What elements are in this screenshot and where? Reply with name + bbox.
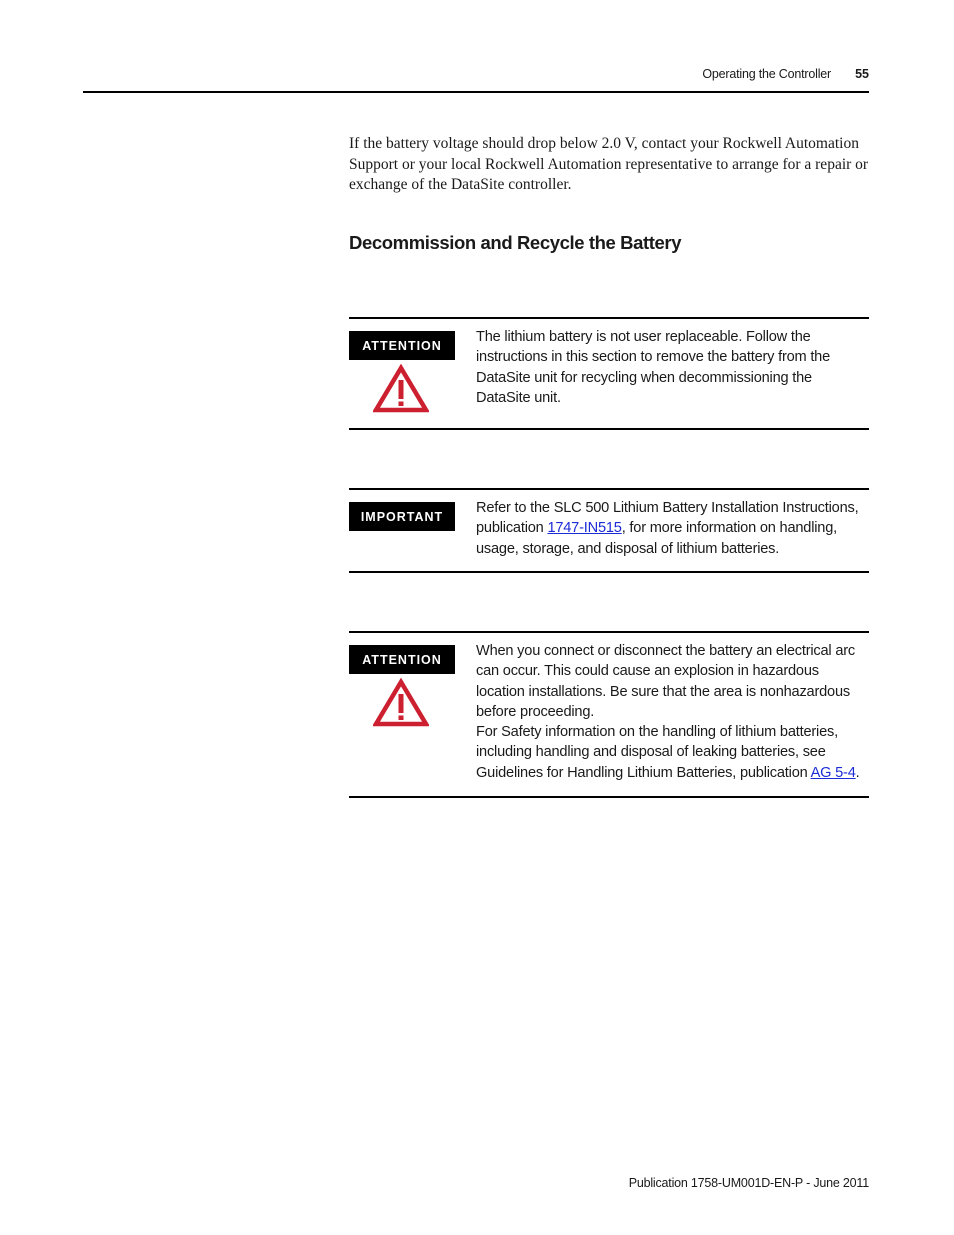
attention-notice-text xyxy=(476,641,869,783)
attention-notice-text xyxy=(476,327,869,408)
warning-triangle-icon xyxy=(373,364,429,414)
section-heading: Decommission and Recycle the Battery xyxy=(349,232,682,253)
attention-notice-paragraph-1: When you connect or disconnect the battery an electrical arc can occur. This could cause an explosion in hazardous location installations. Be sure that the area is nonhazardous before proceeding. xyxy=(476,643,855,720)
attention-badge: ATTENTION xyxy=(349,331,455,360)
important-text-before: Refer to the SLC 500 Lithium Battery Installation Instructions, publication xyxy=(476,500,859,537)
important-notice-paragraph xyxy=(476,498,869,559)
important-notice-text xyxy=(476,498,869,559)
warning-triangle-icon xyxy=(373,678,429,728)
attention-notice-paragraph: The lithium battery is not user replaceable. Follow the instructions in this section to remove the battery from the DataSite unit for recycling when decommissioning the DataSite unit. xyxy=(476,329,831,406)
publication-link-1747-in515[interactable]: 1747-IN515 xyxy=(547,520,622,537)
attention-notice-battery xyxy=(349,317,869,430)
attention-badge: ATTENTION xyxy=(349,645,455,674)
important-notice xyxy=(349,488,869,573)
publication-link-ag-5-4[interactable]: AG 5-4 xyxy=(810,764,856,781)
safety-text-before: For Safety information on the handling of lithium batteries, including handling and disposal of leaking batteries, see Guidelines for Handling Lithium Batteries, publication xyxy=(476,724,838,781)
publication-footer: Publication 1758-UM001D-EN-P - June 2011 xyxy=(628,1176,869,1190)
page-header xyxy=(83,64,869,93)
important-text-after: , for more information on handling, usage, storage, and disposal of lithium batteries. xyxy=(476,520,837,557)
attention-notice-paragraph-2 xyxy=(476,722,869,783)
header-section-title: Operating the Controller xyxy=(702,67,831,81)
attention-notice-arc xyxy=(349,631,869,798)
important-badge: IMPORTANT xyxy=(349,502,455,531)
safety-text-after: . xyxy=(855,764,860,781)
intro-paragraph: If the battery voltage should drop below 2.0 V, contact your Rockwell Automation Support or your local Rockwell Automation representative to arrange for a repair or exchange of the DataSite controller. xyxy=(349,135,869,193)
header-page-number: 55 xyxy=(855,67,869,81)
